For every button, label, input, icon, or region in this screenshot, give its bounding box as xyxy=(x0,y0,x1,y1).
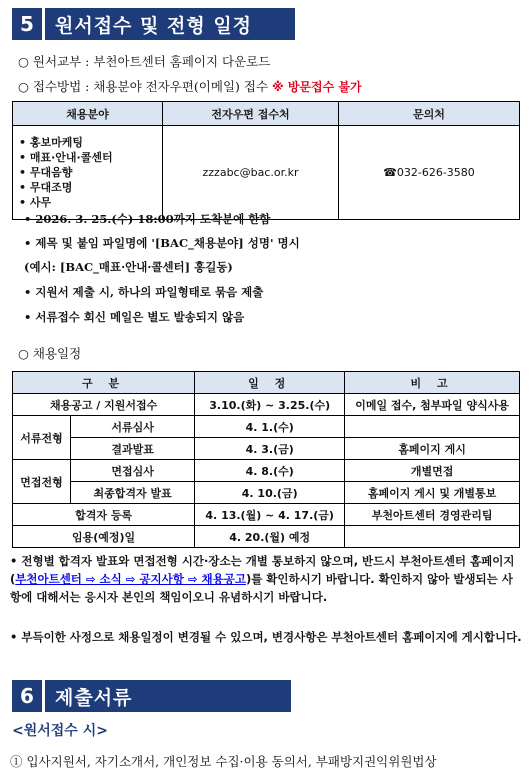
schedule-change-notice: • 부득이한 사정으로 채용일정이 변경될 수 있으며, 변경사항은 부천아트센터 홈페이지에 게시합니다. xyxy=(10,630,522,644)
cell xyxy=(345,526,520,548)
header-schedule: 일 정 xyxy=(195,372,345,394)
area-item: • 무대음향 xyxy=(19,166,73,179)
cell: 4. 3.(금) xyxy=(195,438,345,460)
section-title: 원서접수 및 전형 일정 xyxy=(45,8,295,40)
note-no-reply: • 서류접수 회신 메일은 별도 발송되지 않음 xyxy=(24,310,245,324)
group-cell: 면접전형 xyxy=(13,460,71,504)
header-remarks: 비 고 xyxy=(345,372,520,394)
notice-text-end: )를 확인하시기 바랍니다. 확인하지 않아 발생되는 사항에 대해서는 응시자 본인의 책임이오니 유념하시기 바랍니다. xyxy=(10,572,513,604)
area-item: • 매표·안내·콜센터 xyxy=(19,151,113,164)
area-item: • 홍보마케팅 xyxy=(19,136,83,149)
no-visit-warning: ※ 방문접수 불가 xyxy=(272,80,362,94)
note-filename: • 제목 및 붙임 파일명에 '[BAC_채용분야] 성명' 명시 xyxy=(24,236,300,250)
cell: 결과발표 xyxy=(71,438,195,460)
notice-paragraph xyxy=(10,552,522,606)
cell: 4. 1.(수) xyxy=(195,416,345,438)
cell: 임용(예정)일 xyxy=(13,526,195,548)
header-contact: 문의처 xyxy=(339,102,520,126)
submit-documents-line: ① 입사지원서, 자기소개서, 개인정보 수집·이용 동의서, 부패방지권익위원법상 xyxy=(10,754,437,769)
cell: 면접심사 xyxy=(71,460,195,482)
table-row xyxy=(13,416,520,438)
cell: 4. 8.(수) xyxy=(195,460,345,482)
application-method-line xyxy=(18,77,362,95)
schedule-table xyxy=(12,371,520,548)
cell xyxy=(345,416,520,438)
table-row xyxy=(13,526,520,548)
table-row xyxy=(13,460,520,482)
header-email: 전자우편 접수처 xyxy=(163,102,339,126)
table-row xyxy=(13,394,520,416)
section-title: 제출서류 xyxy=(45,680,291,712)
contact-table xyxy=(12,101,520,220)
section-6-header xyxy=(12,680,291,712)
schedule-label: ○ 채용일정 xyxy=(18,346,82,361)
area-item: • 사무 xyxy=(19,196,52,209)
cell: 최종합격자 발표 xyxy=(71,482,195,504)
cell: 홈페이지 게시 xyxy=(345,438,520,460)
section-number: 5 xyxy=(12,8,42,40)
application-form-line: ○ 원서교부 : 부천아트센터 홈페이지 다운로드 xyxy=(18,54,271,69)
header-field: 채용분야 xyxy=(13,102,163,126)
table-row xyxy=(13,438,520,460)
cell: 3.10.(화) ~ 3.25.(수) xyxy=(195,394,345,416)
cell: 부천아트센터 경영관리팀 xyxy=(345,504,520,526)
note-deadline: • 2026. 3. 25.(수) 18:00까지 도착분에 한함 xyxy=(24,212,271,226)
cell: 서류심사 xyxy=(71,416,195,438)
cell: 홈페이지 게시 및 개별통보 xyxy=(345,482,520,504)
area-item: • 무대조명 xyxy=(19,181,73,194)
cell: 이메일 접수, 첨부파일 양식사용 xyxy=(345,394,520,416)
cell: 4. 13.(월) ~ 4. 17.(금) xyxy=(195,504,345,526)
cell: 4. 20.(월) 예정 xyxy=(195,526,345,548)
note-single-file: • 지원서 제출 시, 하나의 파일형태로 묶음 제출 xyxy=(24,285,264,299)
table-row xyxy=(13,482,520,504)
header-category: 구 분 xyxy=(13,372,195,394)
cell: 4. 10.(금) xyxy=(195,482,345,504)
email-address[interactable]: zzzabc@bac.or.kr xyxy=(163,126,339,220)
recruit-areas xyxy=(13,126,163,220)
note-example: (예시: [BAC_매표·안내·콜센터] 홍길동) xyxy=(24,260,233,274)
application-method-text: ○ 접수방법 : 채용분야 전자우편(이메일) 접수 xyxy=(18,79,269,94)
section-number: 6 xyxy=(12,680,42,712)
cell: 채용공고 / 지원서접수 xyxy=(13,394,195,416)
group-cell: 서류전형 xyxy=(13,416,71,460)
submit-subheading: <원서접수 시> xyxy=(12,723,108,739)
notice-text: • 전형별 합격자 발표와 면접전형 시간·장소는 개별 통보하지 않으며, 반드시 부천아트센터 홈페이지( xyxy=(10,554,515,586)
table-row xyxy=(13,504,520,526)
section-5-header xyxy=(12,8,295,40)
notice-link[interactable]: 부천아트센터 ⇨ 소식 ⇨ 공지사항 ⇨ 채용공고 xyxy=(15,572,246,586)
cell: 합격자 등록 xyxy=(13,504,195,526)
cell: 개별면접 xyxy=(345,460,520,482)
phone-number: ☎032-626-3580 xyxy=(339,126,520,220)
